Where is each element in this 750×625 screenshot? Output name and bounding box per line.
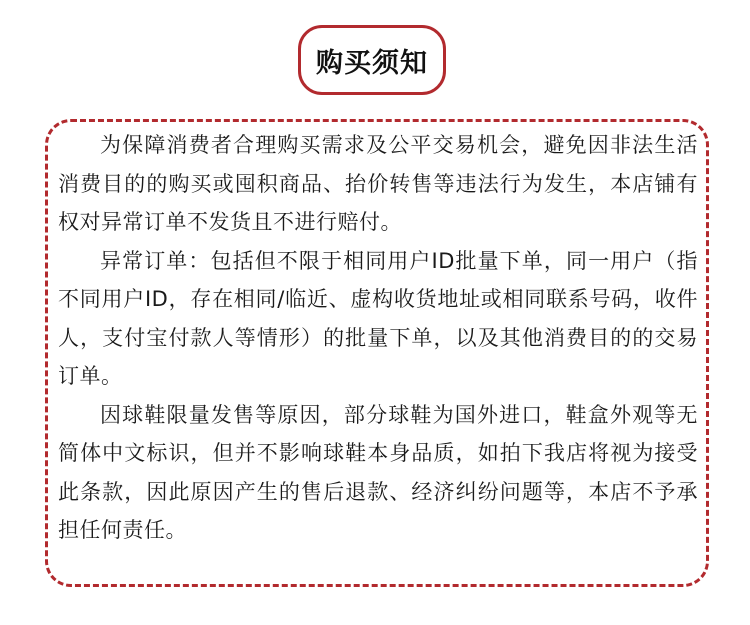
notice-body: [58, 126, 698, 550]
notice-paragraph: 异常订单：包括但不限于相同用户ID批量下单，同一用户（指不同用户ID，存在相同/临近、虚构收货地址或相同联系号码，收件人，支付宝付款人等情形）的批量下单，以及其他消费目的的交易订单。: [58, 248, 698, 388]
page-title: 购买须知: [316, 47, 428, 79]
notice-paragraph: 为保障消费者合理购买需求及公平交易机会，避免因非法生活消费目的的购买或囤积商品、抬价转售等违法行为发生，本店铺有权对异常订单不发货且不进行赔付。: [58, 133, 698, 234]
title-badge: [298, 25, 446, 95]
notice-paragraph: 因球鞋限量发售等原因，部分球鞋为国外进口，鞋盒外观等无简体中文标识，但并不影响球鞋本身品质，如拍下我店将视为接受此条款，因此原因产生的售后退款、经济纠纷问题等，本店不予承担任何责任。: [58, 402, 698, 542]
